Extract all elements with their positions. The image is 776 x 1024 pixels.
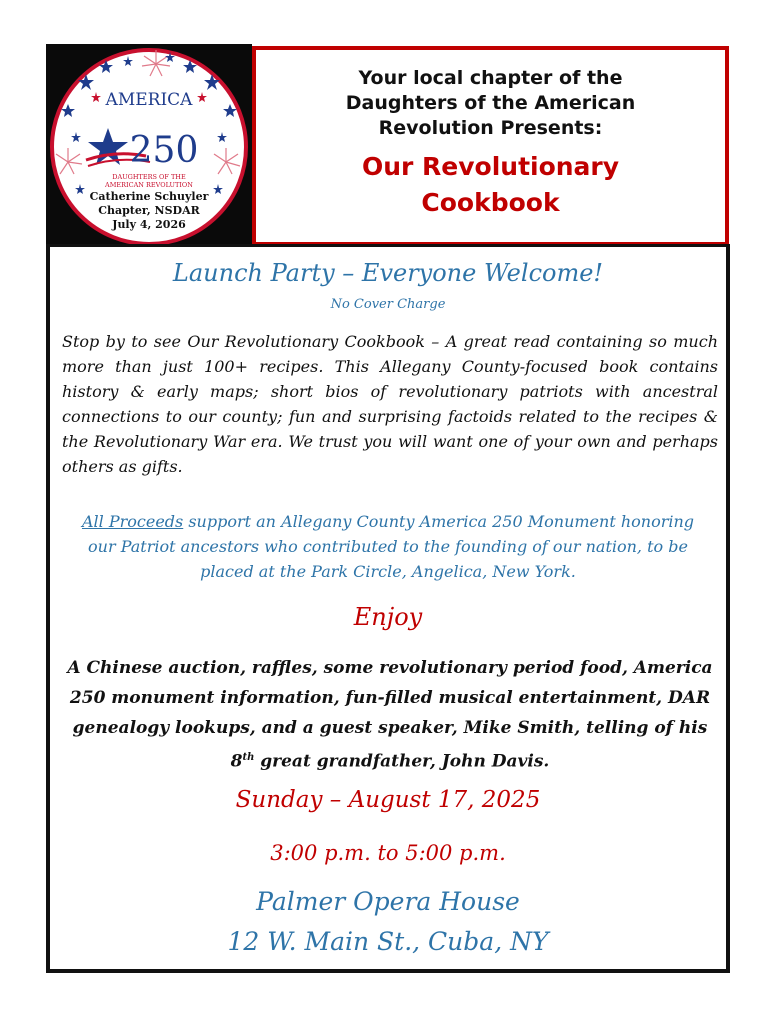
logo-chapter-line1: Catherine Schuyler xyxy=(89,190,209,203)
venue-address: 12 W. Main St., Cuba, NY xyxy=(227,927,549,956)
logo-dar-line1: DAUGHTERS OF THE xyxy=(112,173,186,181)
logo-date: July 4, 2026 xyxy=(112,218,186,231)
logo-america-text: AMERICA xyxy=(105,90,193,110)
proceeds-paragraph xyxy=(68,509,708,584)
page-title xyxy=(256,149,725,221)
activities-text-end: great grandfather, John Davis. xyxy=(254,751,550,772)
activities-sup: th xyxy=(242,752,255,763)
launch-heading: Launch Party – Everyone Welcome! xyxy=(172,259,604,287)
proceeds-lead: All Proceeds xyxy=(81,512,184,531)
logo-250-text: 250 xyxy=(129,130,199,171)
logo-chapter-line2: Chapter, NSDAR xyxy=(98,204,200,217)
description-paragraph: Stop by to see Our Revolutionary Cookbook – A great read containing so much more than just 100+ recipes. This Allegany County-focused book contains history & early maps; short bios of revolutionary patriots with ancestral connections to our county; fun and surprising factoids related to the recipes & the Revolutionary War era. We trust you will want one of your own and perhaps others as gifts. xyxy=(62,332,718,476)
title-line2: Cookbook xyxy=(421,188,560,217)
header-intro-line2: Daughters of the American xyxy=(345,92,636,114)
proceeds-text: support an Allegany County America 250 Monument honoring our Patriot ancestors who contributed to the founding of our nation, to be placed at the Park Circle, Angelica, New York. xyxy=(88,512,695,581)
header-intro-line1: Your local chapter of the xyxy=(358,67,623,89)
enjoy-heading: Enjoy xyxy=(353,603,423,631)
event-details xyxy=(46,244,730,973)
logo xyxy=(46,44,252,246)
logo-dar-line2: AMERICAN REVOLUTION xyxy=(105,181,193,189)
activities-text: A Chinese auction, raffles, some revolutionary period food, America 250 monument information, fun-filled musical entertainment, DAR genealogy lookups, and a guest speaker, Mike Smith, telling of his 8 xyxy=(67,658,713,772)
event-time: 3:00 p.m. to 5:00 p.m. xyxy=(270,841,506,865)
header-intro xyxy=(256,66,725,141)
title-line1: Our Revolutionary xyxy=(361,152,620,181)
event-date: Sunday – August 17, 2025 xyxy=(235,787,541,813)
america-250-seal xyxy=(46,44,252,246)
activities-paragraph xyxy=(62,653,718,777)
header-intro-line3: Revolution Presents: xyxy=(378,117,603,139)
cover-charge-note: No Cover Charge xyxy=(330,297,446,312)
venue-name: Palmer Opera House xyxy=(256,887,520,916)
header-box xyxy=(252,46,729,246)
